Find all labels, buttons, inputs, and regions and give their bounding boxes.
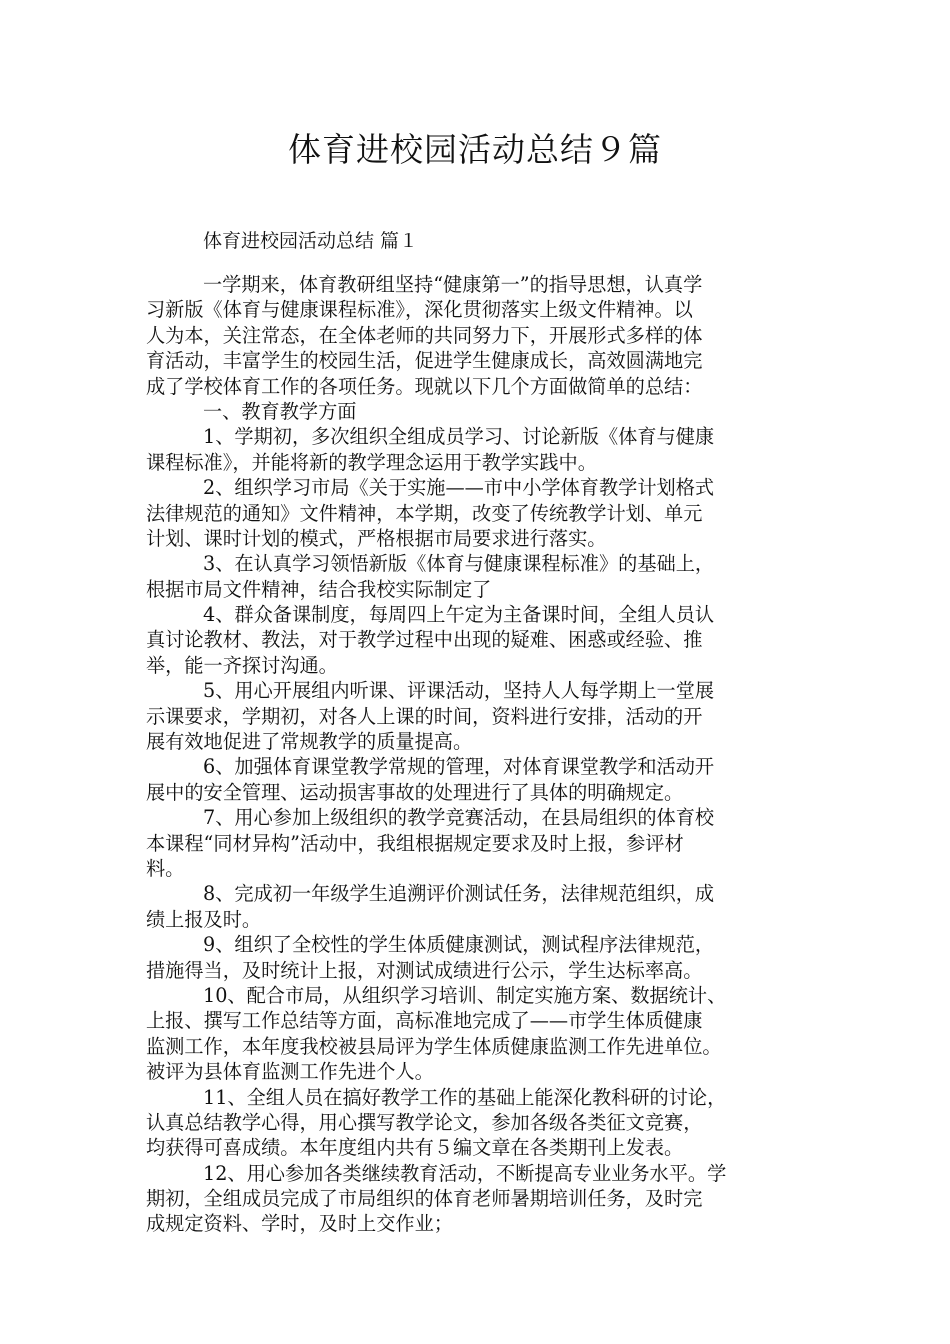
text-line: 1、学期初，多次组织全组成员学习、讨论新版《体育与健康 [203,425,715,449]
text-line: 料。 [146,856,185,880]
text-line: 10、配合市局，从组织学习培训、制定实施方案、数据统计、 [203,983,727,1007]
text-line: 期初，全组成员完成了市局组织的体育老师暑期培训任务，及时完 [146,1187,703,1211]
text-line: 一、教育教学方面 [203,399,357,423]
text-line: 计划、课时计划的模式，严格根据市局要求进行落实。 [146,526,607,550]
text-line: 6、加强体育课堂教学常规的管理，对体育课堂教学和活动开 [203,755,715,779]
text-line: 12、用心参加各类继续教育活动，不断提高专业业务水平。学 [203,1161,727,1185]
document-body [146,272,818,1237]
text-line: 示课要求，学期初，对各人上课的时间，资料进行安排，活动的开 [146,704,703,728]
text-line: 课程标准》，并能将新的教学理念运用于教学实践中。 [146,450,597,474]
text-line: 上报、撰写工作总结等方面，高标准地完成了——市学生体质健康 [146,1009,703,1033]
text-line: 认真总结教学心得，用心撰写教学论文，参加各级各类征文竞赛， [146,1110,703,1134]
text-line: 均获得可喜成绩。本年度组内共有５编文章在各类期刊上发表。 [146,1136,684,1160]
section-title: 体育进校园活动总结 篇１ [203,230,419,252]
text-line: 措施得当，及时统计上报，对测试成绩进行公示，学生达标率高。 [146,958,703,982]
text-line: 9、组织了全校性的学生体质健康测试，测试程序法律规范， [203,933,715,957]
text-line: 被评为县体育监测工作先进个人。 [146,1060,434,1084]
text-line: 人为本，关注常态，在全体老师的共同努力下，开展形式多样的体 [146,323,703,347]
text-line: 4、群众备课制度，每周四上午定为主备课时间，全组人员认 [203,603,715,627]
text-line: 展中的安全管理、运动损害事故的处理进行了具体的明确规定。 [146,780,684,804]
text-line: 举，能一齐探讨沟通。 [146,653,338,677]
text-line: 本课程“同材异构”活动中，我组根据规定要求及时上报，参评材 [146,831,684,855]
text-line: 5、用心开展组内听课、评课活动，坚持人人每学期上一堂展 [203,679,715,703]
text-line: 8、完成初一年级学生追溯评价测试任务，法律规范组织，成 [203,882,715,906]
text-line: 绩上报及时。 [146,907,262,931]
text-line: 监测工作，本年度我校被县局评为学生体质健康监测工作先进单位。 [146,1034,722,1058]
text-line: 11、全组人员在搞好教学工作的基础上能深化教科研的讨论， [203,1085,727,1109]
text-line: 展有效地促进了常规教学的质量提高。 [146,730,473,754]
text-line: 3、在认真学习领悟新版《体育与健康课程标准》的基础上， [203,552,715,576]
text-line: 育活动，丰富学生的校园生活，促进学生健康成长，高效圆满地完 [146,349,703,373]
text-line: 2、组织学习市局《关于实施——市中小学体育教学计划格式 [203,476,715,500]
text-line: 根据市局文件精神，结合我校实际制定了 [146,577,492,601]
text-line: 习新版《体育与健康课程标准》，深化贯彻落实上级文件精神。以 [146,298,693,322]
text-line: 法律规范的通知》文件精神，本学期，改变了传统教学计划、单元 [146,501,703,525]
text-line: 真讨论教材、教法，对于教学过程中出现的疑难、困惑或经验、推 [146,628,703,652]
text-line: 一学期来，体育教研组坚持“健康第一”的指导思想，认真学 [203,273,703,296]
text-line: 成了学校体育工作的各项任务。现就以下几个方面做简单的总结： [146,374,703,398]
document-title: 体育进校园活动总结９篇 [288,130,662,169]
text-line: 7、用心参加上级组织的教学竞赛活动，在县局组织的体育校 [203,806,715,830]
text-line: 成规定资料、学时，及时上交作业； [146,1212,453,1236]
